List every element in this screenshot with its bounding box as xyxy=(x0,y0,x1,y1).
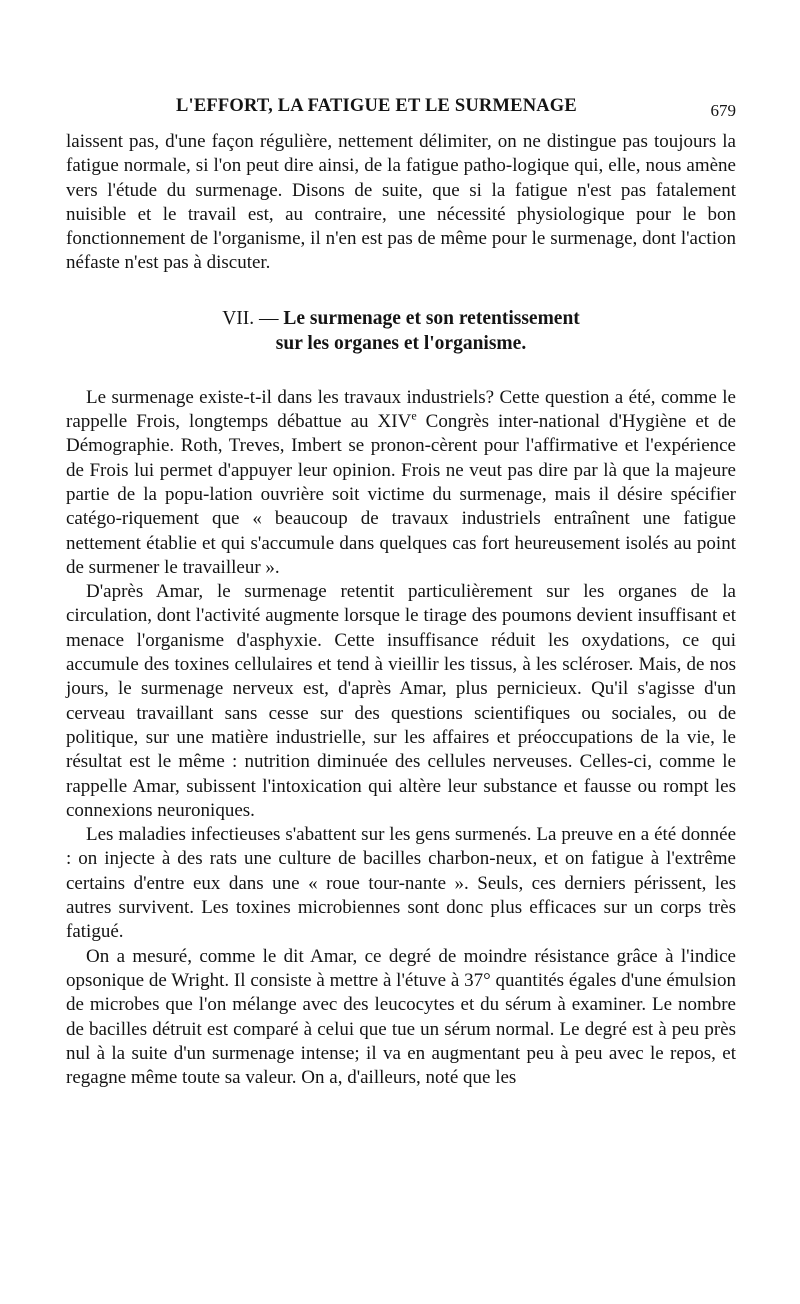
paragraph-surmenage-industriel xyxy=(66,386,736,580)
page-number: 679 xyxy=(710,101,736,120)
document-page xyxy=(66,88,736,1090)
paragraph-amar-circulation: D'après Amar, le surmenage retentit particulièrement sur les organes de la circulation, dont l'activité augmente lorsque le tirage des poumons devient insuffisant et menace l'organisme d'asphyxie. Cette insuffisance réduit les oxydations, ce qui accumule des toxines cellulaires et tend à vieillir les tissus, à les scléroser. Mais, de nos jours, le surmenage nerveux est, d'après Amar, plus pernicieux. Qu'il s'agisse d'un cerveau travaillant sans cesse sur des questions scientifiques ou sociales, ou de politique, sur une matière industrielle, sur les affaires et préoccupations de la vie, le résultat est le même : nutrition diminuée des cellules nerveuses. Celles-ci, comme le rappelle Amar, subissent l'intoxication qui altère leur substance et fausse ou rompt les connexions neuroniques. xyxy=(66,581,736,821)
section-title-line-1: Le surmenage et son retentissement xyxy=(283,307,580,329)
running-title: L'EFFORT, LA FATIGUE ET LE SURMENAGE xyxy=(176,96,577,116)
section-number: VII. — xyxy=(222,307,279,329)
section-heading xyxy=(66,306,736,356)
running-header xyxy=(66,88,736,118)
paragraph-continuation: laissent pas, d'une façon régulière, nettement délimiter, on ne distingue pas toujours la fatigue normale, si l'on peut dire ainsi, de la fatigue patho-logique qui, elle, nous amène vers l'étude du surmenage. Disons de suite, que si la fatigue n'est pas fatalement nuisible et le travail est, au contraire, une nécessité physiologique pour le bon fonctionnement de l'organisme, il n'en est pas de même pour le surmenage, dont l'action néfaste n'est pas à discuter. xyxy=(66,131,736,274)
paragraph-maladies-infectieuses: Les maladies infectieuses s'abattent sur les gens surmenés. La preuve en a été donnée : on injecte à des rats une culture de bacilles charbon-neux, et on fatigue à l'extrême certains d'entre eux dans une « roue tour-nante ». Seuls, ces derniers périssent, les autres survivent. Les toxines microbiennes sont donc plus efficaces sur un corps très fatigué. xyxy=(66,824,736,943)
section-heading-line-1 xyxy=(66,306,736,331)
paragraph-text: Le surmenage existe-t-il dans les travaux industriels? Cette question a été, comme le rappelle Frois, longtemps débattue au XIV xyxy=(66,386,736,433)
paragraph-text: Congrès inter-national d'Hygiène et de Démographie. Roth, Treves, Imbert se pronon-cèrent pour l'affirmative et l'expérience de Frois lui permet d'appuyer leur opinion. Frois ne veut pas dire par là que la majeure partie de la popu-lation ouvrière soit victime du surmenage, mais il désire spécifier catégo-riquement que « beaucoup de travaux industriels entraînent une fatigue nettement établie et qui s'accumule dans quelques cas fort heureusement isolés au point de surmener le travailleur ». xyxy=(66,411,736,578)
section-title-line-2: sur les organes et l'organisme. xyxy=(275,332,527,354)
superscript: e xyxy=(411,408,417,423)
paragraph-indice-opsonique: On a mesuré, comme le dit Amar, ce degré de moindre résistance grâce à l'indice opsonique de Wright. Il consiste à mettre à l'étuve à 37° quantités égales d'une émulsion de microbes que l'on mélange avec des leucocytes et du sérum à examiner. Le nombre de bacilles détruit est comparé à celui que tue un sérum normal. Le degré est à peu près nul à la suite d'un surmenage intense; il va en augmentant peu à peu avec le repos, et regagne même toute sa valeur. On a, d'ailleurs, noté que les xyxy=(66,945,736,1089)
